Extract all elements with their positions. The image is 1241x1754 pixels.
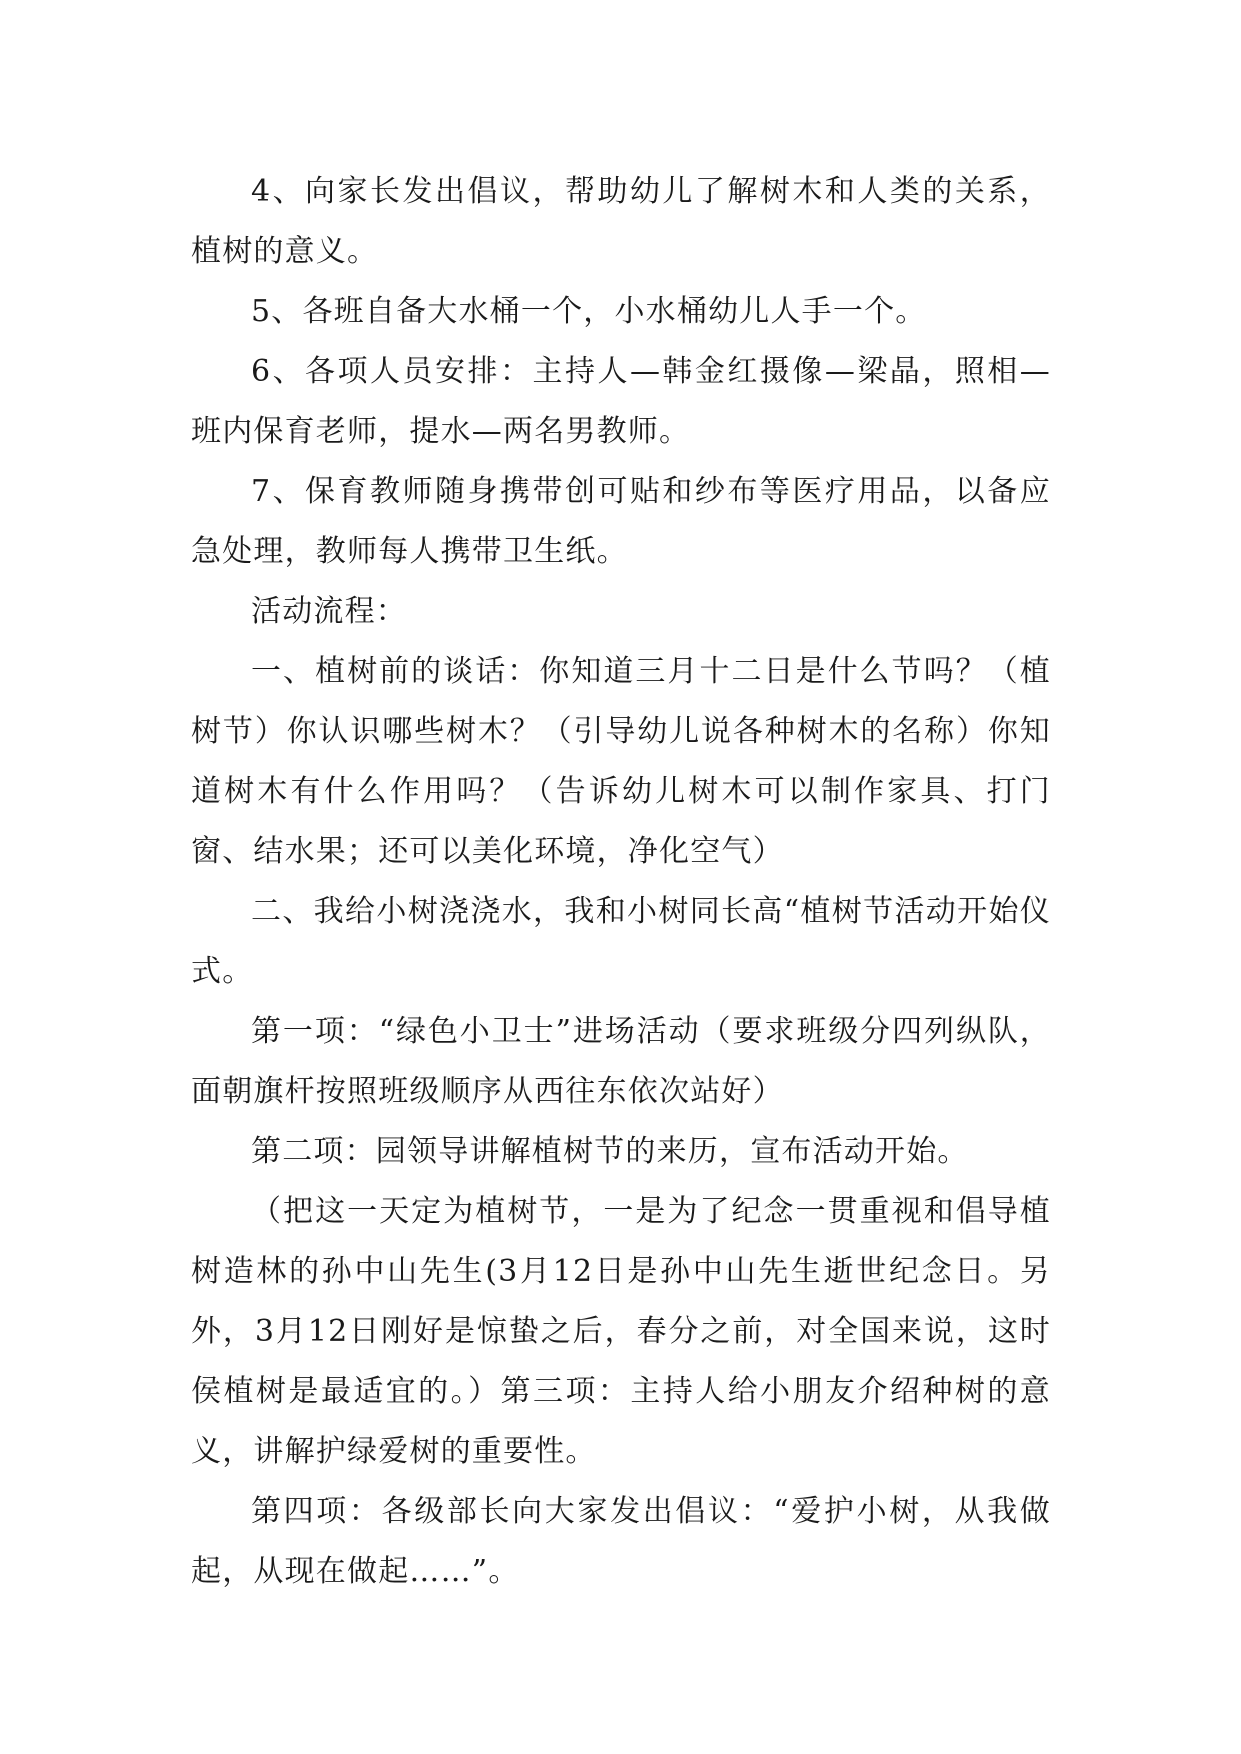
document-body: [191, 162, 1051, 1602]
paragraph-item-fourth: 第四项：各级部长向大家发出倡议：“爱护小树，从我做起，从现在做起……”。: [191, 1494, 1051, 1589]
paragraph-history-note: （把这一天定为植树节，一是为了纪念一贯重视和倡导植树造林的孙中山先生(3月12日是孙中山先生逝世纪念日。另外，3月12日刚好是惊蛰之后，春分之前，对全国来说，这时侯植树是最适宜的。）第三项：主持人给小朋友介绍种树的意义，讲解护绿爱树的重要性。: [191, 1194, 1051, 1469]
paragraph-item-second: 第二项：园领导讲解植树节的来历，宣布活动开始。: [251, 1134, 969, 1169]
paragraph-item-6: 6、各项人员安排：主持人—韩金红摄像—梁晶，照相—班内保育老师，提水—两名男教师。: [191, 354, 1051, 449]
paragraph-item-7: 7、保育教师随身携带创可贴和纱布等医疗用品，以备应急处理，教师每人携带卫生纸。: [191, 474, 1051, 569]
paragraph-item-5: 5、各班自备大水桶一个，小水桶幼儿人手一个。: [251, 294, 927, 329]
paragraph-step-2-ceremony: 二、我给小树浇浇水，我和小树同长高“植树节活动开始仪式。: [191, 894, 1051, 989]
paragraph-item-first: 第一项：“绿色小卫士”进场活动（要求班级分四列纵队，面朝旗杆按照班级顺序从西往东依次站好）: [191, 1014, 1051, 1109]
paragraph-item-4: 4、向家长发出倡议，帮助幼儿了解树木和人类的关系，植树的意义。: [191, 174, 1051, 269]
paragraph-step-1-talk: 一、植树前的谈话：你知道三月十二日是什么节吗？（植树节）你认识哪些树木？（引导幼儿说各种树木的名称）你知道树木有什么作用吗？（告诉幼儿树木可以制作家具、打门窗、结水果；还可以美化环境，净化空气）: [191, 654, 1051, 869]
section-heading-activity-flow: 活动流程：: [251, 594, 407, 629]
